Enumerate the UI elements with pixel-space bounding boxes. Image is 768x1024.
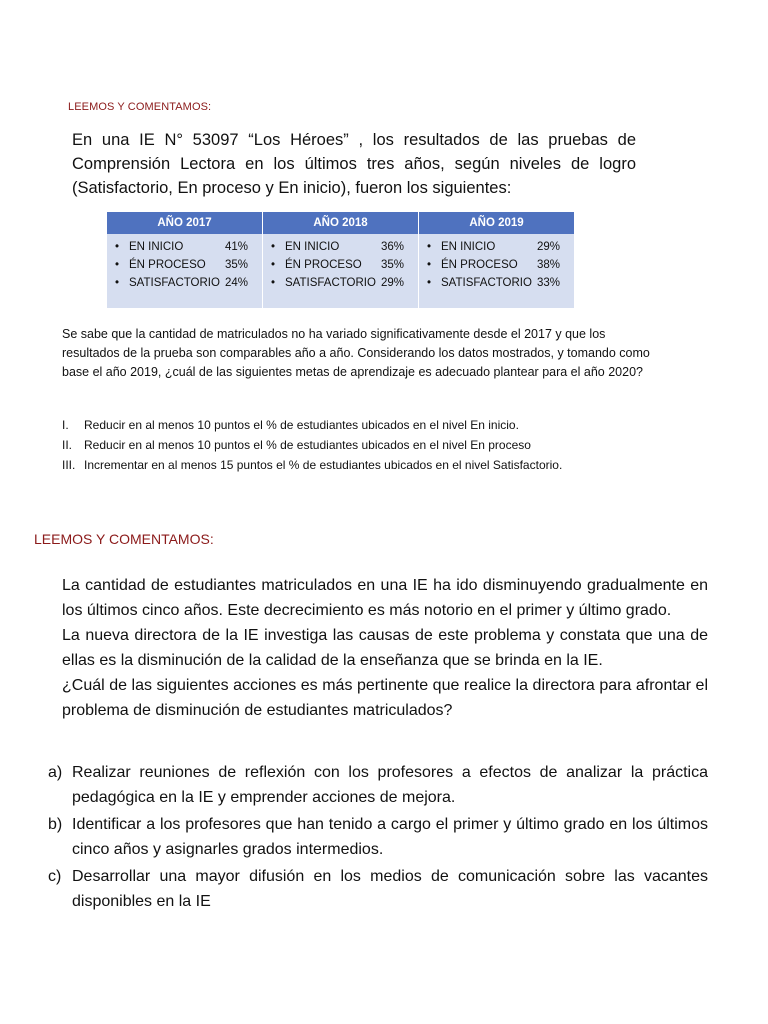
option-number: III. (62, 458, 76, 472)
list-item (62, 418, 662, 432)
level-item: • EN INICIO 36% (271, 241, 405, 253)
option-letter: c) (48, 868, 62, 885)
level-value: 33% (537, 277, 561, 289)
header-2017: AÑO 2017 (107, 212, 263, 234)
level-label: ÉN PROCESO (129, 259, 206, 271)
level-value: 35% (225, 259, 249, 271)
option-text: Realizar reuniones de reflexión con los profesores a efectos de analizar la práctica pedagógica en la IE y emprender acciones de mejora. (72, 764, 708, 806)
level-label: SATISFACTORIO (129, 277, 220, 289)
option-letter: a) (48, 764, 63, 781)
level-value: 35% (381, 259, 405, 271)
section2-paragraph: ¿Cuál de las siguientes acciones es más pertinente que realice la directora para afrontar el problema de disminución de estudiantes matriculados? (62, 677, 708, 719)
cell-2017 (107, 234, 263, 308)
level-value: 38% (537, 259, 561, 271)
option-text: Identificar a los profesores que han tenido a cargo el primer y último grado en los últimos cinco años y asignarles grados intermedios. (72, 816, 708, 858)
results-table (107, 212, 574, 308)
level-label: SATISFACTORIO (441, 277, 532, 289)
level-value: 29% (537, 241, 561, 253)
section2-paragraph: La cantidad de estudiantes matriculados en una IE ha ido disminuyendo gradualmente en los últimos cinco años. Este decrecimiento es más notorio en el primer y último grado. (62, 577, 708, 619)
level-value: 36% (381, 241, 405, 253)
cell-2018 (263, 234, 419, 308)
option-text: Reducir en al menos 10 puntos el % de estudiantes ubicados en el nivel En inicio. (84, 418, 519, 432)
option-text: Incrementar en al menos 15 puntos el % de estudiantes ubicados en el nivel Satisfactorio. (84, 458, 563, 472)
list-item (48, 760, 708, 810)
list-item (62, 458, 662, 472)
table-header-row (107, 212, 574, 234)
option-letter: b) (48, 816, 63, 833)
level-label: EN INICIO (441, 241, 496, 253)
cell-2019 (419, 234, 575, 308)
level-item: • ÉN PROCESO 35% (271, 259, 405, 271)
level-item: • SATISFACTORIO 33% (427, 277, 561, 289)
list-item (48, 812, 708, 862)
header-2019: AÑO 2019 (419, 212, 575, 234)
list-item (48, 864, 708, 914)
list-item (62, 438, 662, 452)
level-item: • SATISFACTORIO 29% (271, 277, 405, 289)
level-label: EN INICIO (129, 241, 184, 253)
section2-body (62, 573, 708, 723)
level-item: • EN INICIO 29% (427, 241, 561, 253)
level-label: SATISFACTORIO (285, 277, 376, 289)
level-item: • SATISFACTORIO 24% (115, 277, 249, 289)
level-value: 41% (225, 241, 249, 253)
level-label: EN INICIO (285, 241, 340, 253)
section1-heading: LEEMOS Y COMENTAMOS: (68, 101, 212, 113)
option-text: Desarrollar una mayor difusión en los medios de comunicación sobre las vacantes disponibles en la IE (72, 868, 708, 910)
option-text: Reducir en al menos 10 puntos el % de estudiantes ubicados en el nivel En proceso (84, 438, 531, 452)
section1-intro: En una IE N° 53097 “Los Héroes” , los resultados de las pruebas de Comprensión Lectora en los últimos tres años, según niveles de logro (Satisfactorio, En proceso y En inicio), fueron los siguientes: (72, 131, 636, 197)
option-number: II. (62, 438, 73, 452)
option-number: I. (62, 418, 69, 432)
table-row (107, 234, 574, 308)
section1-question: Se sabe que la cantidad de matriculados no ha variado significativamente desde el 2017 y que los resultados de la prueba son comparables año a año. Considerando los datos mostrados, y tomando como base el año 2019, ¿cuál de las siguientes metas de aprendizaje es adecuado plantear para el año 2020? (62, 327, 650, 379)
level-value: 29% (381, 277, 405, 289)
level-label: ÉN PROCESO (285, 259, 362, 271)
level-item: • EN INICIO 41% (115, 241, 249, 253)
level-item: • ÉN PROCESO 35% (115, 259, 249, 271)
level-item: • ÉN PROCESO 38% (427, 259, 561, 271)
header-2018: AÑO 2018 (263, 212, 419, 234)
level-value: 24% (225, 277, 249, 289)
section2-paragraph: La nueva directora de la IE investiga las causas de este problema y constata que una de ellas es la disminución de la calidad de la enseñanza que se brinda en la IE. (62, 627, 708, 669)
section2-heading: LEEMOS Y COMENTAMOS: (34, 531, 214, 547)
level-label: ÉN PROCESO (441, 259, 518, 271)
